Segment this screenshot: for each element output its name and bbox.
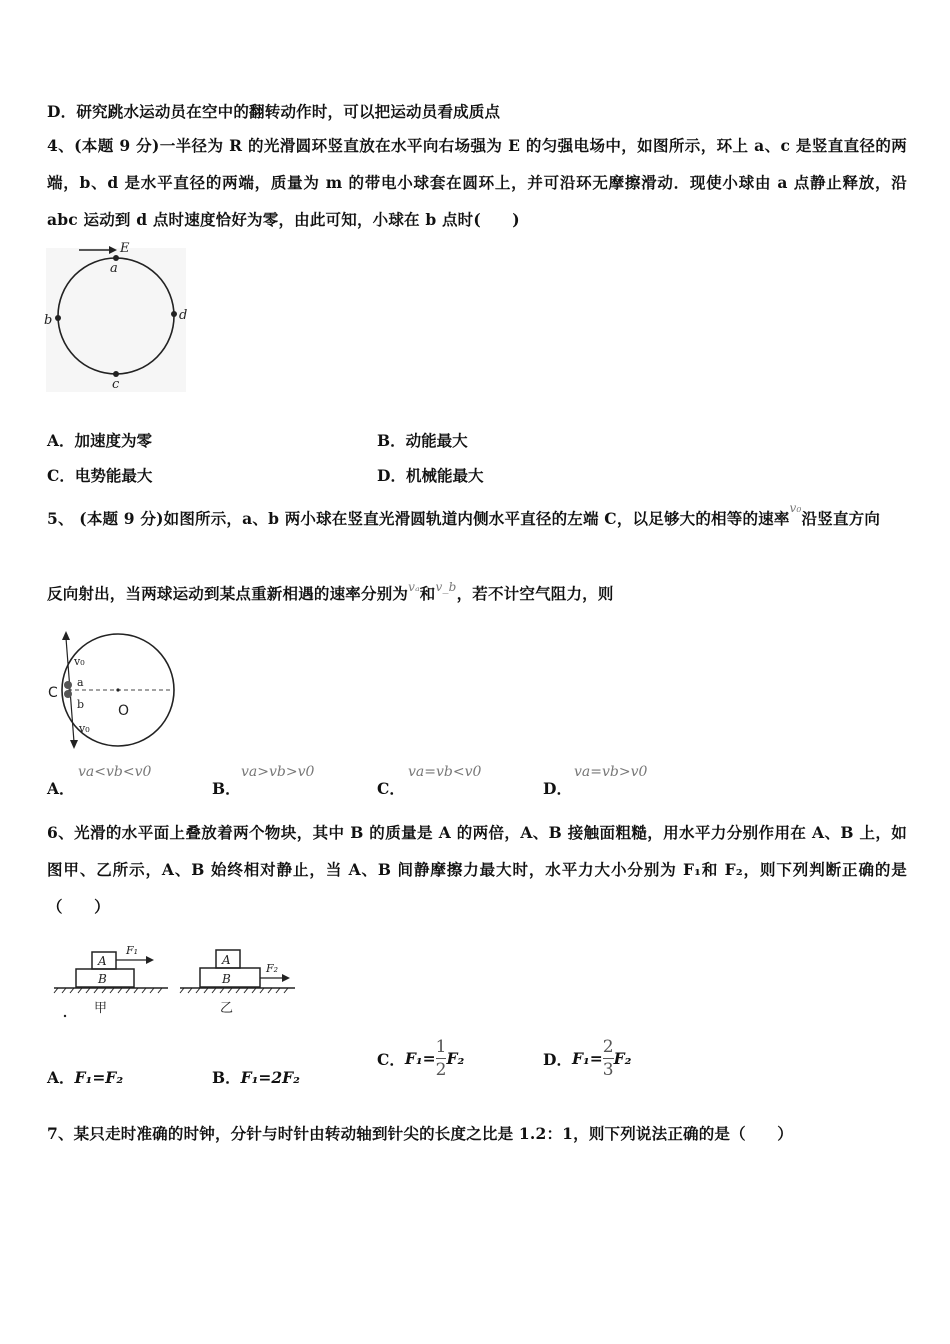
q5-fig-v0-top: v₀: [74, 655, 85, 668]
q6-option-d[interactable]: D．F₁= $\frac{2}{3}$ F₂: [543, 1037, 632, 1080]
q6-fig-yi: 乙: [220, 1001, 234, 1016]
q4-circle-figure: [44, 240, 190, 392]
q5-option-a[interactable]: A．: [47, 779, 75, 798]
q5-option-a-expr: va<vb<v0: [78, 764, 152, 780]
q4-option-b[interactable]: B．动能最大: [377, 431, 468, 450]
q5-stem-line2: 反向射出，当两球运动到某点重新相遇的速率分别为$^{v_a}$和$^{v\_b}$，若不计空气阻力，则: [47, 580, 614, 603]
q6-option-c[interactable]: C．F₁= $\frac{1}{2}$ F₂: [377, 1037, 465, 1080]
q5-option-c[interactable]: C．: [377, 779, 405, 798]
q5-stem-line1: 5、 (本题 9 分)如图所示，a、b 两小球在竖直光滑圆轨道内侧水平直径的左端 C，以足够大的相等的速率$^{v_0}$沿竖直方向: [47, 501, 881, 528]
fraction-one-half: $\frac{1}{2}$: [435, 1037, 447, 1080]
q7-stem: 7、某只走时准确的时钟，分针与时针由转动轴到针尖的长度之比是 1.2：1，则下列说法正确的是（ ）: [47, 1124, 793, 1143]
q5-vb-symbol: v_b: [435, 580, 457, 594]
q6-fig-f2: F₂: [266, 962, 279, 975]
fraction-two-thirds: $\frac{2}{3}$: [602, 1037, 614, 1080]
q5-option-b-expr: va>vb>v0: [241, 764, 315, 780]
q5-fig-label-c: C: [48, 685, 58, 701]
q6-option-a[interactable]: A．F₁=F₂: [47, 1068, 124, 1087]
q5-fig-label-b: b: [77, 698, 85, 711]
q6-fig-b2: B: [222, 972, 231, 986]
q4-option-d[interactable]: D．机械能最大: [377, 466, 484, 485]
q4-label-d: d: [179, 308, 188, 323]
q3-option-d: D．研究跳水运动员在空中的翻转动作时，可以把运动员看成质点: [47, 102, 501, 121]
q4-label-b: b: [44, 313, 53, 328]
q6-fig-b1: B: [98, 972, 107, 986]
q5-option-b[interactable]: B．: [212, 779, 241, 798]
q5-v0-symbol: v₀: [789, 501, 802, 515]
q5-circle-figure: [46, 630, 186, 752]
q4-option-a[interactable]: A．加速度为零: [47, 431, 153, 450]
q4-stem: 4、(本题 9 分)一半径为 R 的光滑圆环竖直放在水平向右场强为 E 的匀强电场中，如图所示，环上 a、c 是竖直直径的两端，b、d 是水平直径的两端，质量为 m 的带电小球套在圆环上，并可沿环无摩擦滑动．现使小球由 a 点静止释放，沿 abc 运动到 d 点时速度恰好为零，由此可知，小球在 b 点时( ): [47, 136, 907, 229]
q5-va-symbol: vₐ: [408, 580, 420, 594]
q4-label-a: a: [110, 261, 118, 276]
q4-label-e: E: [120, 241, 130, 256]
q5-option-c-expr: va=vb<v0: [408, 764, 482, 780]
q4-option-c[interactable]: C．电势能最大: [47, 466, 153, 485]
q5-option-d-expr: va=vb>v0: [574, 764, 648, 780]
q6-fig-a2: A: [222, 953, 231, 967]
q6-blocks-figure: [50, 940, 300, 1020]
q5-option-d[interactable]: D．: [543, 779, 572, 798]
q6-fig-a1: A: [98, 954, 107, 968]
q6-fig-f1: F₁: [126, 944, 139, 957]
q5-fig-v0-bottom: v₀: [79, 722, 90, 735]
q6-stem: 6、光滑的水平面上叠放着两个物块，其中 B 的质量是 A 的两倍，A、B 接触面粗糙，用水平力分别作用在 A、B 上，如图甲、乙所示，A、B 始终相对静止，当 A、B 间静摩擦力最大时，水平力大小分别为 F₁和 F₂，则下列判断正确的是（ ）: [47, 823, 907, 916]
q6-fig-jia: 甲: [94, 1001, 108, 1016]
q4-label-c: c: [112, 377, 120, 392]
q5-fig-label-a: a: [77, 676, 84, 689]
q5-fig-label-o: O: [118, 703, 130, 719]
q6-option-b[interactable]: B．F₁=2F₂: [212, 1068, 300, 1087]
